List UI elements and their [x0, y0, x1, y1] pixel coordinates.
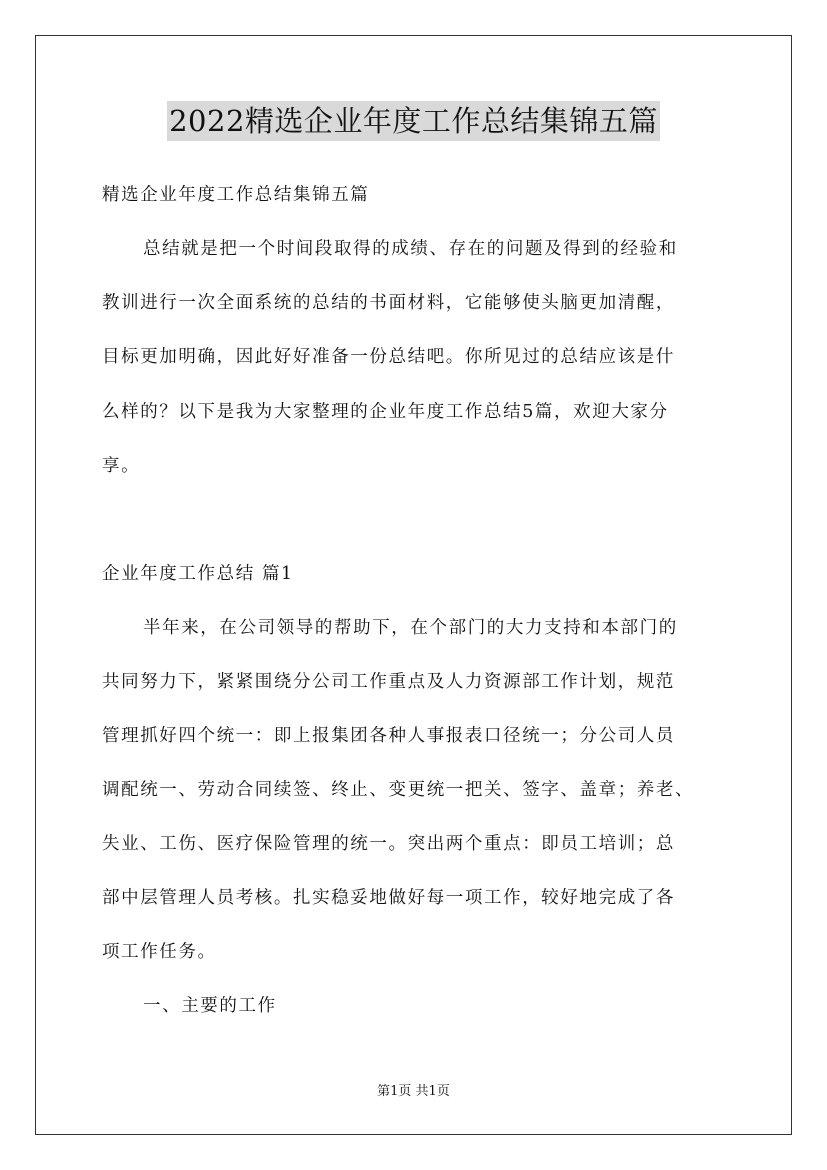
- intro-line-5: 享。: [102, 456, 141, 476]
- title-container: [0, 101, 827, 141]
- section-heading: 企业年度工作总结 篇1: [102, 564, 294, 584]
- document-title: 2022精选企业年度工作总结集锦五篇: [167, 101, 660, 141]
- document-subtitle: 精选企业年度工作总结集锦五篇: [102, 185, 370, 205]
- intro-line-2: 教训进行一次全面系统的总结的书面材料，它能够使头脑更加清醒，: [102, 293, 675, 313]
- intro-line-1: 总结就是把一个时间段取得的成绩、存在的问题及得到的经验和: [143, 239, 678, 259]
- intro-line-3: 目标更加明确，因此好好准备一份总结吧。你所见过的总结应该是什: [102, 347, 675, 367]
- section-line-1: 半年来，在公司领导的帮助下，在个部门的大力支持和本部门的: [143, 618, 678, 638]
- intro-line-4: 么样的？以下是我为大家整理的企业年度工作总结5篇，欢迎大家分: [102, 402, 669, 422]
- section-line-4: 调配统一、劳动合同续签、终止、变更统一把关、签字、盖章；养老、: [102, 780, 695, 800]
- sub-heading: 一、主要的工作: [143, 996, 277, 1016]
- section-line-6: 部中层管理人员考核。扎实稳妥地做好每一项工作，较好地完成了各: [102, 888, 675, 908]
- section-line-5: 失业、工伤、医疗保险管理的统一。突出两个重点：即员工培训；总: [102, 834, 675, 854]
- section-line-3: 管理抓好四个统一：即上报集团各种人事报表口径统一；分公司人员: [102, 726, 675, 746]
- page-footer: 第1页 共1页: [377, 1084, 450, 1099]
- section-line-7: 项工作任务。: [102, 942, 217, 962]
- section-line-2: 共同努力下，紧紧围绕分公司工作重点及人力资源部工作计划，规范: [102, 672, 675, 692]
